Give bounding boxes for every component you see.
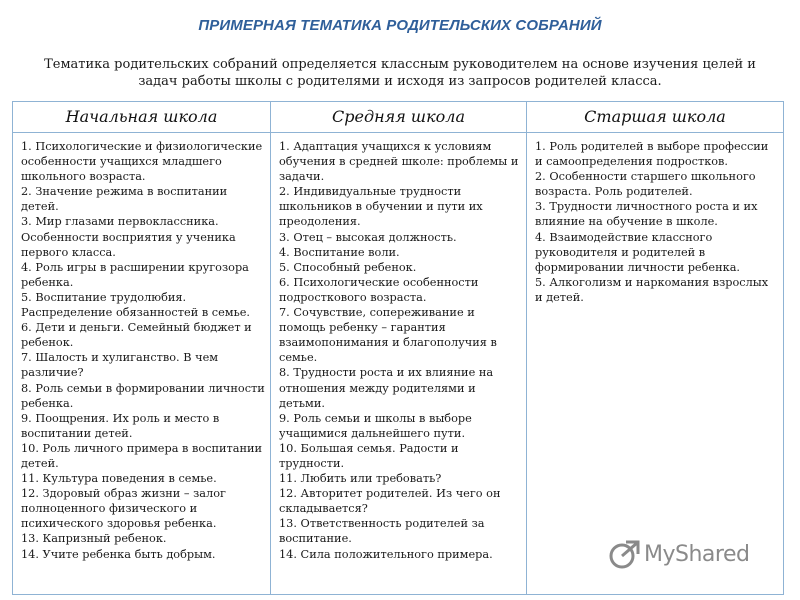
middle-school-topics	[271, 133, 527, 594]
list-item: 3. Отец – высокая должность.	[279, 230, 457, 244]
list-item: 10. Роль личного примера в воспитании детей.	[21, 441, 263, 470]
list-item: 2. Значение режима в воспитании детей.	[21, 185, 228, 214]
list-item: 1. Адаптация учащихся к условиям обучения в средней школе: проблемы и задачи.	[279, 140, 519, 184]
list-item: 10. Большая семья. Радости и трудности.	[279, 441, 459, 470]
list-item: 2. Особенности старшего школьного возраста. Роль родителей.	[535, 170, 756, 199]
header-high-school: Старшая школа	[584, 107, 726, 126]
list-item: 4. Воспитание воли.	[279, 245, 400, 259]
intro-text: Тематика родительских собраний определяется классным руководителем на основе изучения целей и задач работы школы с родителями и исходя из запросов родителей класса.	[44, 57, 756, 89]
list-item: 4. Взаимодействие классного руководителя и родителей в формировании личности ребенка.	[535, 230, 741, 274]
list-item: 3. Мир глазами первоклассника. Особенности восприятия у ученика первого класса.	[21, 215, 236, 259]
list-item: 7. Шалость и хулиганство. В чем различие?	[21, 351, 219, 380]
list-item: 12. Авторитет родителей. Из чего он складывается?	[279, 487, 501, 516]
list-item: 6. Дети и деньги. Семейный бюджет и ребенок.	[21, 321, 252, 350]
watermark-text: MyShared	[644, 541, 750, 567]
list-item: 9. Роль семьи и школы в выборе учащимися дальнейшего пути.	[279, 411, 472, 440]
list-item: 14. Сила положительного примера.	[279, 547, 493, 561]
list-item: 13. Ответственность родителей за воспитание.	[279, 517, 485, 546]
header-primary-school: Начальная школа	[13, 102, 271, 132]
high-school-topics	[527, 133, 783, 594]
page-title: ПРИМЕРНАЯ ТЕМАТИКА РОДИТЕЛЬСКИХ СОБРАНИЙ	[198, 17, 602, 34]
list-item: 8. Роль семьи в формировании личности ребенка.	[21, 381, 265, 410]
list-item: Распределение обязанностей в семье.	[21, 306, 250, 320]
list-item: 5. Способный ребенок.	[279, 260, 417, 274]
list-item: 12. Здоровый образ жизни – залог полноценного физического и психического здоровья ребенка.	[21, 487, 226, 531]
list-item: 5. Воспитание трудолюбия.	[21, 290, 187, 304]
list-item: 7. Сочувствие, сопереживание и помощь ребенку – гарантия взаимопонимания и благополучия в семье.	[279, 306, 497, 365]
list-item: 1. Психологические и физиологические особенности учащихся младшего школьного возраста.	[21, 140, 263, 184]
list-item: 13. Капризный ребенок.	[21, 532, 167, 546]
watermark	[608, 534, 768, 574]
list-item: 5. Алкоголизм и наркомания взрослых и детей.	[535, 275, 769, 304]
list-item: 11. Культура поведения в семье.	[21, 472, 217, 486]
myshared-logo-icon	[608, 538, 640, 570]
table-header-row	[13, 102, 783, 133]
table-body-row	[13, 133, 783, 594]
primary-school-topics	[13, 133, 271, 594]
list-item: 11. Любить или требовать?	[279, 472, 442, 486]
list-item: 1. Роль родителей в выборе профессии и самоопределения подростков.	[535, 140, 769, 169]
list-item: 3. Трудности личностного роста и их влияние на обучение в школе.	[535, 200, 758, 229]
list-item: 6. Психологические особенности подросткового возраста.	[279, 275, 479, 304]
list-item: 4. Роль игры в расширении кругозора ребенка.	[21, 260, 249, 289]
list-item: 9. Поощрения. Их роль и место в воспитании детей.	[21, 411, 220, 440]
topics-table	[12, 101, 784, 595]
header-middle-school: Средняя школа	[271, 102, 527, 132]
list-item: 14. Учите ребенка быть добрым.	[21, 547, 216, 561]
list-item: 2. Индивидуальные трудности школьников в обучении и пути их преодоления.	[279, 185, 483, 229]
list-item: 8. Трудности роста и их влияние на отношения между родителями и детьми.	[279, 366, 494, 410]
